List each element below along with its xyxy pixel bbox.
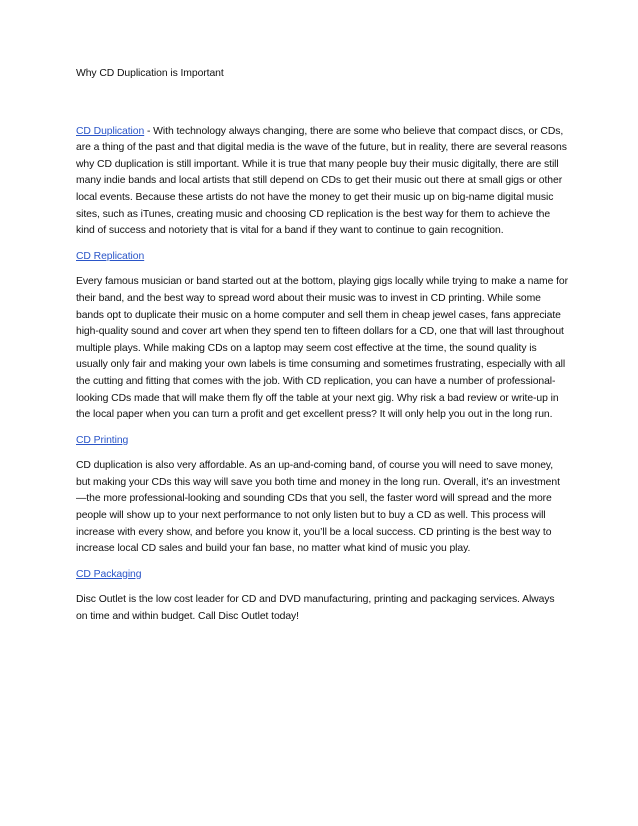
document-content (76, 66, 568, 635)
link-cd-printing[interactable]: CD Printing (76, 434, 129, 446)
paragraph-cd-printing: CD duplication is also very affordable. As an up-and-coming band, of course you will need to save money, but making your CDs this way will save you both time and money in the long run. Overall, it’s an investment—the more professional-looking and sounding CDs that you sell, the faster word will spread and the more people will show up to your next performance to not only listen but to buy a CD as well. This process will increase with every show, and before you know it, you’ll be a local success. CD printing is the best way to increase local CD sales and build your fan base, no matter what kind of music you play. (76, 460, 560, 555)
paragraph-cd-packaging: Disc Outlet is the low cost leader for CD and DVD manufacturing, printing and packaging services. Always on time and within budget. Call Disc Outlet today! (76, 594, 555, 623)
link-cd-replication[interactable]: CD Replication (76, 250, 145, 262)
link-cd-duplication[interactable]: CD Duplication (76, 125, 145, 137)
link-cd-packaging[interactable]: CD Packaging (76, 568, 142, 580)
heading-cd-replication (76, 249, 568, 266)
paragraph-text: - With technology always changing, there are some who believe that compact discs, or CDs, are a thing of the past and that digital media is the wave of the future, but in reality, there are several reasons why CD duplication is still important. While it is true that many people buy their music digitally, there are still many indie bands and local artists that still depend on CDs to get their music out there at small gigs or other local events. Because these artists do not have the money to get their music up on big-name digital music sites, such as iTunes, creating music and choosing CD replication is the best way for them to achieve the kind of success and notoriety that is vital for a band if they want to continue to gain recognition. (76, 125, 567, 237)
document-title: Why CD Duplication is Important (76, 68, 224, 79)
heading-cd-printing (76, 433, 568, 450)
paragraph-cd-replication: Every famous musician or band started out at the bottom, playing gigs locally while trying to make a name for their band, and the best way to spread word about their music was to invest in CD printing. While some bands opt to duplicate their music on a home computer and sell them in cheap jewel cases, fans appreciate high-quality sound and cover art when they spend ten to fifteen dollars for a CD, one that will last throughout multiple plays. While making CDs on a laptop may seem cost effective at the time, the sound quality is usually only fair and making your own labels is time consuming and sometimes frustrating, especially with all the cutting and fitting that comes with the job. With CD replication, you can have a number of professional-looking CDs made that will make them fly off the table at your next gig. Why risk a bad review or write-up in the local paper when you can turn a profit and get excellent press? It will only help you out in the long run. (76, 276, 569, 421)
paragraph-cd-duplication (76, 124, 568, 240)
heading-cd-packaging (76, 567, 568, 584)
